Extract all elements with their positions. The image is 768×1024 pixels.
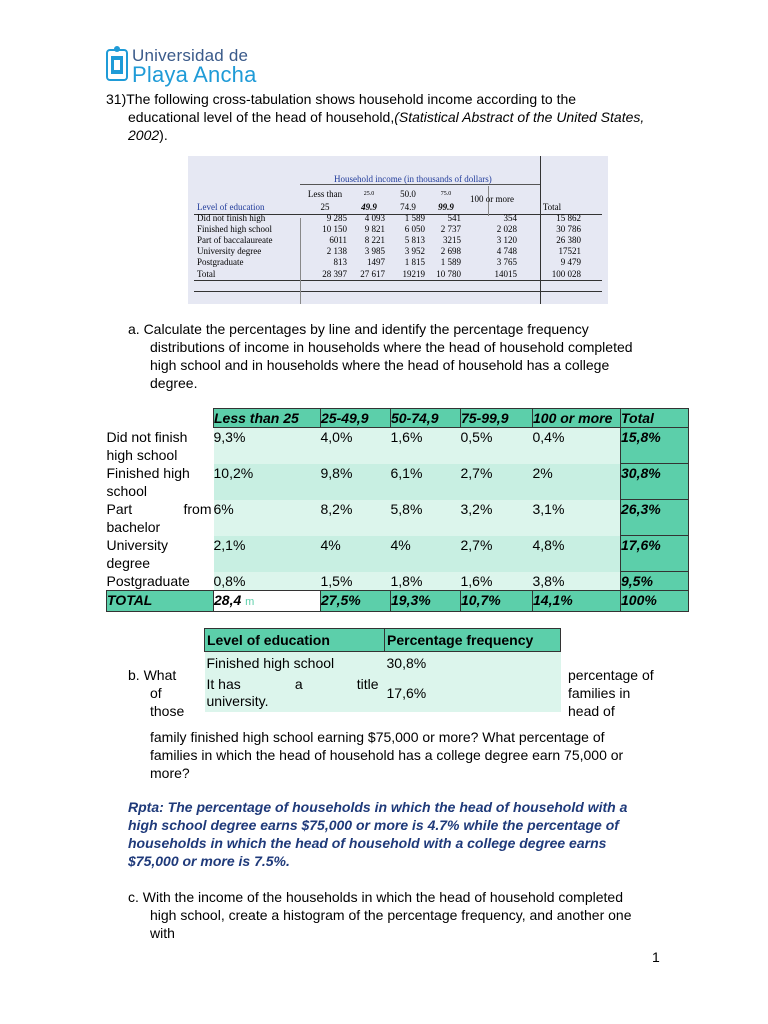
pct-row-label [107, 500, 214, 536]
question-a-line2: distributions of income in households where the head of household completed [150, 339, 633, 355]
source-total-cell: 19219 [402, 269, 425, 279]
source-cell: 1497 [367, 257, 385, 267]
pct-row-total: 9,5% [621, 572, 689, 591]
pct-row-label-line1 [107, 500, 212, 518]
source-col-header-sub: 25 [320, 202, 330, 212]
pct-row-label-line1: Did not finish [106, 428, 188, 445]
pct-cell: 4,8% [532, 536, 565, 553]
university-shield-icon [106, 44, 128, 82]
pct-table-row [107, 428, 689, 464]
pct-col-header: Less than 25 [214, 409, 321, 428]
pct-row-total: 17,6% [621, 536, 689, 572]
source-row-label: Postgraduate [197, 257, 244, 267]
source-cell: 2 028 [496, 224, 517, 234]
source-table-row [194, 257, 584, 268]
pct-cell: 0,4% [532, 429, 565, 445]
pct-col-header: 25-49,9 [321, 409, 391, 428]
pct-table-row [107, 500, 689, 536]
source-cell: 17521 [558, 246, 581, 256]
pct-row-label-line2: bachelor [106, 518, 161, 535]
pct-cell: 2,7% [460, 464, 493, 481]
pct-total-row [107, 591, 689, 612]
question-source-year: 2002 [128, 127, 160, 143]
source-row-label: Did not finish high [197, 213, 266, 223]
pct-total-value: 28,4 [214, 592, 242, 608]
page-number: 1 [652, 949, 660, 965]
level-col-header: Percentage frequency [385, 629, 561, 652]
pct-row-label [107, 572, 214, 591]
pct-row-label-line1: Finished high [106, 464, 190, 481]
question-b-line2: families in which the head of household has a college degree earn 75,000 or [150, 747, 624, 763]
percentage-table [106, 408, 689, 612]
pct-cell: 3,8% [532, 572, 565, 589]
answer-line4: $75,000 or more is 7.5%. [128, 853, 290, 869]
pct-total-cell: 14,1% [533, 591, 621, 612]
source-total-cell: 28 397 [322, 269, 347, 279]
level-cell [205, 674, 385, 712]
question-b-left-line2: of [150, 685, 162, 701]
source-col-header: Less than [307, 188, 343, 199]
pct-total-cell: 27,5% [321, 591, 391, 612]
question-a [128, 320, 688, 392]
source-row-label: Finished high school [197, 224, 273, 234]
source-cell: 3 765 [496, 257, 517, 267]
pct-row-total: 30,8% [621, 464, 689, 500]
source-cell: 3 952 [404, 246, 425, 256]
source-row-label: University degree [197, 246, 262, 256]
pct-cell: 2% [532, 464, 553, 481]
university-logo [106, 44, 266, 88]
level-cell-word: a [294, 676, 303, 692]
pct-row-label-line2: degree [106, 554, 151, 571]
pct-table-row [107, 572, 689, 591]
pct-row-total: 15,8% [621, 428, 689, 464]
source-table-row [194, 224, 584, 235]
source-crosstab-table [188, 156, 608, 304]
pct-cell: 8,2% [320, 500, 353, 517]
pct-row-label-line2: high school [106, 446, 178, 463]
source-total-cell: 27 617 [360, 269, 385, 279]
source-col-header: 25.0 [363, 190, 375, 197]
logo-text-line1: Universidad de [132, 46, 249, 65]
pct-total-cell: 10,7% [461, 591, 533, 612]
pct-cell: 9,3% [213, 429, 246, 445]
source-cell: 1 589 [440, 257, 461, 267]
level-education-table [204, 628, 561, 712]
source-total-cell: 10 780 [436, 269, 461, 279]
pct-cell: 1,8% [390, 572, 423, 589]
source-row-header: Level of education [197, 202, 265, 212]
source-row-label: Part of baccalaureate [197, 235, 273, 245]
source-col-header: 50.0 [400, 188, 416, 199]
source-col-header: 100 or more [470, 194, 514, 204]
source-cell: 1 589 [404, 213, 425, 223]
source-table-grid [194, 186, 584, 281]
pct-cell: 1,5% [320, 572, 353, 589]
pct-col-header: 75-99,9 [461, 409, 533, 428]
source-total-header: Total [542, 202, 562, 212]
pct-table-row [107, 464, 689, 500]
source-table-title: Household income (in thousands of dollars) [334, 174, 492, 184]
pct-cell: 4% [390, 536, 411, 553]
pct-total-cell [214, 591, 321, 612]
level-cell-word: university. [206, 693, 269, 709]
source-cell: 2 698 [440, 246, 461, 256]
pct-row-label-word: Part [106, 500, 133, 517]
answer-line2: high school degree earns $75,000 or more is 4.7% while the percentage of [128, 817, 619, 833]
source-cell: 9 479 [560, 257, 581, 267]
source-cell: 813 [333, 257, 347, 267]
pct-cell: 6% [213, 500, 234, 517]
source-cell: 541 [447, 213, 461, 223]
pct-total-cell: 100% [621, 591, 689, 612]
source-cell: 9 285 [326, 213, 347, 223]
pct-cell: 0,5% [460, 429, 493, 445]
pct-cell: 5,8% [390, 500, 423, 517]
level-col-header: Level of education [205, 629, 385, 652]
question-b-right-line2: families in [568, 685, 631, 701]
answer-line3: households in which the head of household with a college degree earns [128, 835, 607, 851]
answer-line1: Rpta: The percentage of households in which the head of household with a [128, 799, 628, 815]
source-cell: 6 050 [404, 224, 425, 234]
level-cell-word: It has [206, 676, 241, 692]
source-cell: 4 093 [364, 213, 385, 223]
source-cell: 5 813 [404, 235, 425, 245]
source-cell: 3215 [443, 235, 461, 245]
question-text-end: ). [159, 127, 168, 143]
pct-cell: 3,2% [460, 500, 493, 517]
level-cell-word: title [356, 676, 379, 692]
source-col-header: 75.0 [440, 190, 452, 197]
question-c [128, 888, 688, 942]
pct-row-label-word: from [183, 500, 212, 517]
question-c-line3: with [150, 925, 175, 941]
source-cell: 8 221 [364, 235, 385, 245]
pct-cell: 1,6% [390, 429, 423, 445]
pct-cell: 9,8% [320, 464, 353, 481]
pct-cell: 4% [320, 536, 341, 553]
question-a-line1: a. Calculate the percentages by line and identify the percentage frequency [128, 321, 589, 337]
question-text-line1: The following cross-tabulation shows household income according to the [126, 91, 577, 107]
question-b-body [150, 728, 690, 782]
question-b-left-line1: b. What [128, 667, 177, 683]
question-b-right-line1: percentage of [568, 667, 654, 683]
answer-text [128, 798, 688, 870]
pct-col-header: 50-74,9 [391, 409, 461, 428]
pct-row-label-line1: University [106, 536, 168, 553]
source-cell: 4 748 [496, 246, 517, 256]
pct-cell: 1,6% [460, 572, 493, 589]
level-cell: 17,6% [385, 674, 561, 712]
source-cell: 3 985 [364, 246, 385, 256]
source-col-header-sub: 49.9 [361, 202, 377, 212]
question-text-line2: educational level of the head of household, [128, 109, 395, 125]
pct-row-label [107, 464, 214, 500]
source-cell: 15 862 [556, 213, 581, 223]
pct-cell: 6,1% [390, 464, 423, 481]
source-cell: 2 138 [326, 246, 347, 256]
source-total-row [194, 268, 584, 281]
source-total-label: Total [197, 269, 216, 279]
pct-col-header: 100 or more [533, 409, 621, 428]
question-c-line1: c. With the income of the households in which the head of household completed [128, 889, 623, 905]
source-cell: 1 815 [404, 257, 425, 267]
question-c-line2: high school, create a histogram of the percentage frequency, and another one [150, 907, 632, 923]
pct-row-label-line1: Postgraduate [106, 572, 190, 589]
logo-text-line2: Playa Ancha [132, 62, 257, 87]
source-cell: 10 150 [322, 224, 347, 234]
pct-cell: 10,2% [213, 464, 254, 481]
pct-row-total: 26,3% [621, 500, 689, 536]
source-total-cell: 100 028 [551, 269, 581, 279]
source-col-header-sub: 74.9 [400, 202, 416, 212]
source-col-header-sub: 99.9 [438, 202, 454, 212]
question-b-left-line3: those [150, 703, 185, 719]
source-table-row [194, 213, 584, 224]
question-a-line4: degree. [150, 375, 198, 391]
pct-total-suffix: m [245, 596, 255, 608]
source-total-cell: 14015 [494, 269, 517, 279]
source-cell: 30 786 [556, 224, 581, 234]
question-a-line3: high school and in households where the head of household has a college [150, 357, 610, 373]
question-source-italic: (Statistical Abstract of the United States, [394, 109, 645, 125]
pct-row-label [107, 536, 214, 572]
pct-cell: 3,1% [532, 500, 565, 517]
pct-table-row [107, 536, 689, 572]
source-cell: 3 120 [496, 235, 517, 245]
pct-cell: 0,8% [213, 572, 246, 589]
source-table-row [194, 246, 584, 257]
pct-cell: 4,0% [320, 429, 353, 445]
question-b-line1: family finished high school earning $75,000 or more? What percentage of [150, 729, 605, 745]
pct-col-header: Total [621, 409, 689, 428]
source-cell: 354 [503, 213, 517, 223]
pct-cell: 2,1% [213, 536, 246, 553]
source-cell: 2 737 [440, 224, 461, 234]
question-b-left [128, 666, 184, 720]
pct-total-label: TOTAL [107, 591, 214, 612]
level-cell: Finished high school [205, 652, 385, 675]
question-b-line3: more? [150, 765, 190, 781]
pct-row-label-line2: school [106, 482, 147, 499]
source-cell: 6011 [329, 235, 347, 245]
question-number: 31) [106, 91, 127, 107]
source-cell: 9 821 [364, 224, 385, 234]
pct-cell: 2,7% [460, 536, 493, 553]
pct-total-cell: 19,3% [391, 591, 461, 612]
question-31 [106, 90, 706, 144]
question-b-right-line3: head of [568, 703, 615, 719]
source-cell: 26 380 [556, 235, 581, 245]
question-b-right [568, 666, 654, 720]
level-cell: 30,8% [385, 652, 561, 675]
pct-row-label [107, 428, 214, 464]
source-table-row [194, 235, 584, 246]
